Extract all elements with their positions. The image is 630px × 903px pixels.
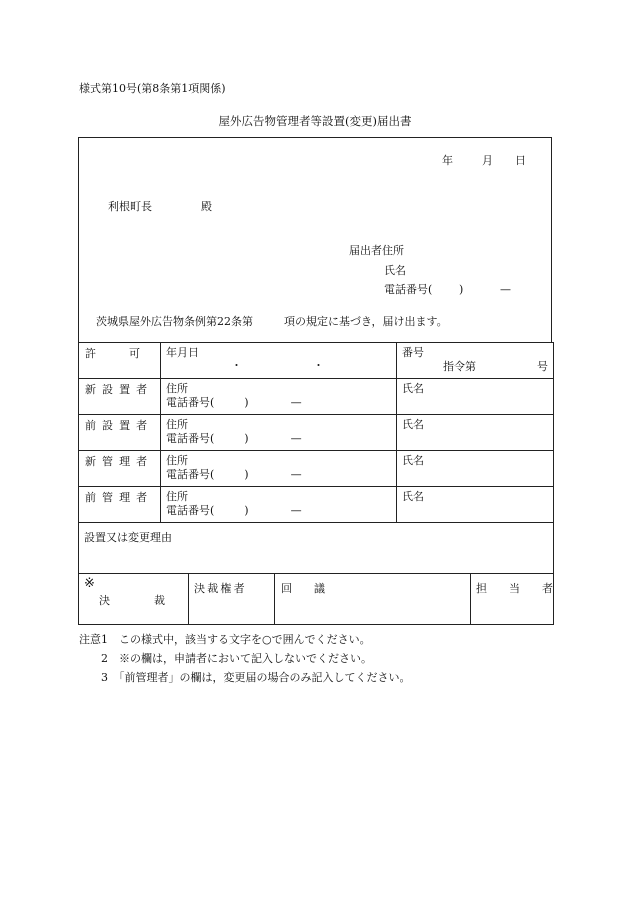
role-label: 前管理者 <box>85 491 154 504</box>
permit-date-label: 年月日 <box>166 346 199 359</box>
applicant-phone-dash: — <box>500 283 511 296</box>
name-label: 氏名 <box>402 490 424 503</box>
applicant-address-label: 届出者住所 <box>349 244 404 257</box>
date-dot-1: ・ <box>231 359 242 372</box>
role-cell <box>79 379 161 415</box>
name-cell <box>397 487 554 523</box>
permit-number-cell <box>397 343 554 379</box>
person-row <box>79 415 554 451</box>
applicant-name-label: 氏名 <box>384 264 406 277</box>
phone-dash: — <box>290 395 302 409</box>
role-cell <box>79 415 161 451</box>
role-cell <box>79 487 161 523</box>
phone-close: ) <box>244 467 249 481</box>
note-2: 2 ※の欄は，申請者において記入しないでください。 <box>101 652 372 665</box>
phone-dash: — <box>290 431 302 445</box>
address-cell <box>161 379 397 415</box>
phone-label: 電話番号( <box>166 395 215 409</box>
name-label: 氏名 <box>402 382 424 395</box>
circulation-cell <box>275 574 471 625</box>
role-label: 新管理者 <box>85 455 154 468</box>
person-row <box>79 379 554 415</box>
decision-label: 決 裁 <box>99 594 165 607</box>
phone-label: 電話番号( <box>166 467 215 481</box>
applicant-phone-label: 電話番号( <box>384 283 433 296</box>
reason-cell <box>79 523 554 574</box>
person-in-charge-cell <box>471 574 554 625</box>
decision-cell <box>79 574 189 625</box>
statement-prefix: 茨城県屋外広告物条例第22条第 <box>96 315 253 328</box>
name-label: 氏名 <box>402 418 424 431</box>
phone-dash: — <box>290 467 302 481</box>
person-in-charge-label: 担 当 者 <box>476 582 553 595</box>
address-cell <box>161 415 397 451</box>
addressee: 利根町長 <box>108 200 152 213</box>
permit-label-cell <box>79 343 161 379</box>
year-label: 年 <box>442 154 453 167</box>
applicant-phone-close: ) <box>459 283 464 296</box>
name-cell <box>397 379 554 415</box>
approval-row <box>79 574 554 625</box>
phone-close: ) <box>244 503 249 517</box>
details-table <box>78 342 554 574</box>
permit-label: 許 可 <box>85 347 140 360</box>
name-cell <box>397 451 554 487</box>
address-label: 住所 <box>166 454 188 467</box>
month-label: 月 <box>482 154 493 167</box>
permit-row <box>79 343 554 379</box>
authority-cell <box>189 574 275 625</box>
permit-date-cell <box>161 343 397 379</box>
reason-label: 設置又は変更理由 <box>84 531 172 544</box>
address-label: 住所 <box>166 382 188 395</box>
circulation-label: 回 議 <box>281 582 325 595</box>
role-label: 前設置者 <box>85 419 154 432</box>
person-row <box>79 487 554 523</box>
day-label: 日 <box>515 154 526 167</box>
authority-label: 決裁権者 <box>194 582 247 595</box>
address-cell <box>161 451 397 487</box>
date-dot-2: ・ <box>313 359 324 372</box>
statement-suffix: 項の規定に基づき，届け出ます。 <box>284 315 448 328</box>
reason-row <box>79 523 554 574</box>
permit-number-suffix: 号 <box>537 360 548 373</box>
name-label: 氏名 <box>402 454 424 467</box>
honorific: 殿 <box>201 200 212 213</box>
address-cell <box>161 487 397 523</box>
note-1: 注意1 この様式中，該当する文字を○で囲んでください。 <box>79 633 371 646</box>
phone-close: ) <box>244 395 249 409</box>
phone-close: ) <box>244 431 249 445</box>
address-label: 住所 <box>166 418 188 431</box>
reserved-mark: ※ <box>84 576 95 591</box>
phone-label: 電話番号( <box>166 431 215 445</box>
address-label: 住所 <box>166 490 188 503</box>
person-row <box>79 451 554 487</box>
note-3: 3 「前管理者」の欄は，変更届の場合のみ記入してください。 <box>101 671 411 684</box>
phone-dash: — <box>290 503 302 517</box>
name-cell <box>397 415 554 451</box>
permit-number-prefix: 指令第 <box>443 360 476 373</box>
form-number-label: 様式第10号(第8条第1項関係) <box>79 82 226 95</box>
header-box <box>78 137 552 343</box>
phone-label: 電話番号( <box>166 503 215 517</box>
role-cell <box>79 451 161 487</box>
role-label: 新設置者 <box>85 383 154 396</box>
document-title: 屋外広告物管理者等設置(変更)届出書 <box>218 114 412 128</box>
permit-number-label: 番号 <box>402 346 424 359</box>
approval-table <box>78 573 554 625</box>
